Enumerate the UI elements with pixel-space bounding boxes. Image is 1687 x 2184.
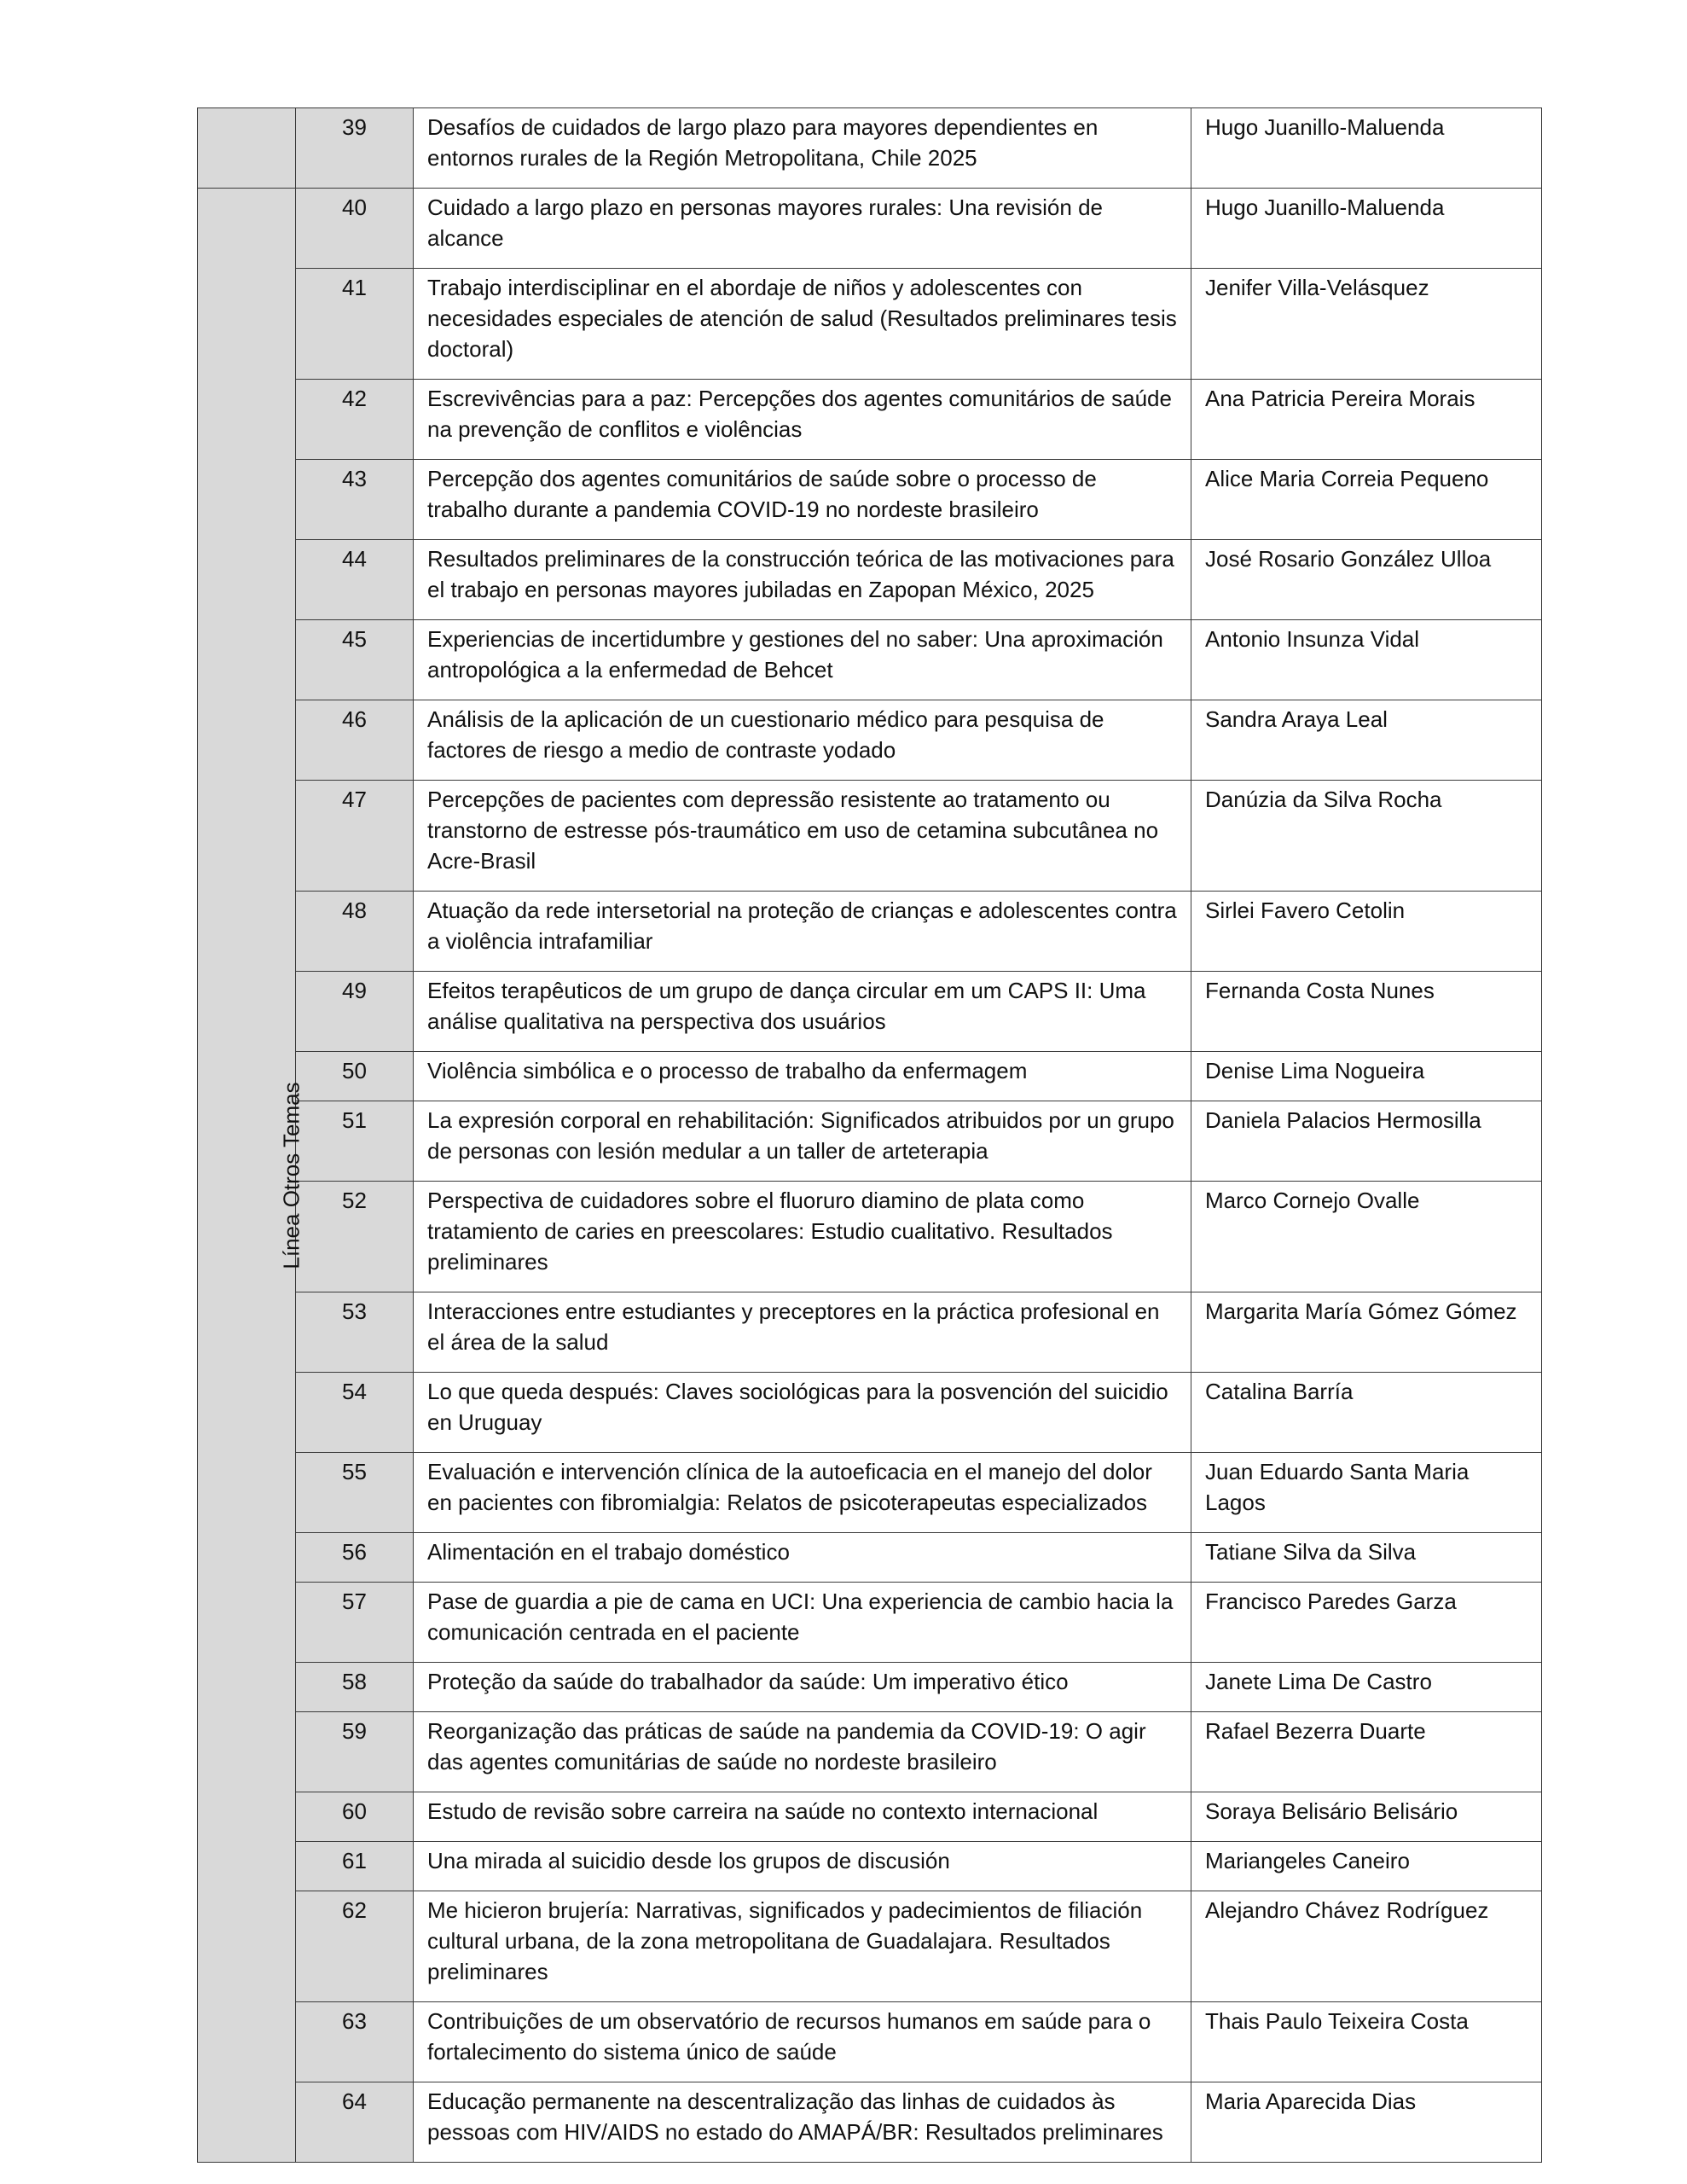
presentation-title: Reorganização das práticas de saúde na pandemia da COVID-19: O agir das agentes comunitárias de saúde no nordeste brasileiro <box>414 1712 1191 1792</box>
table-body <box>198 108 1542 2163</box>
table-row <box>198 972 1542 1052</box>
table-row <box>198 1583 1542 1663</box>
presentation-title: Alimentación en el trabajo doméstico <box>414 1533 1191 1583</box>
presentation-title: La expresión corporal en rehabilitación: Significados atribuidos por un grupo de personas con lesión medular a un taller de arteterapia <box>414 1101 1191 1182</box>
table-row <box>198 1842 1542 1891</box>
table-row <box>198 269 1542 380</box>
presentation-author: Ana Patricia Pereira Morais <box>1191 380 1542 460</box>
table-row <box>198 1292 1542 1373</box>
presentation-author: Antonio Insunza Vidal <box>1191 620 1542 700</box>
presentation-number: 51 <box>296 1101 414 1182</box>
presentation-number: 52 <box>296 1182 414 1292</box>
presentation-author: José Rosario González Ulloa <box>1191 540 1542 620</box>
presentation-number: 57 <box>296 1583 414 1663</box>
presentation-author: Janete Lima De Castro <box>1191 1663 1542 1712</box>
presentation-title: Trabajo interdisciplinar en el abordaje de niños y adolescentes con necesidades especiales de atención de salud (Resultados preliminares tesis doctoral) <box>414 269 1191 380</box>
presentation-author: Maria Aparecida Dias <box>1191 2082 1542 2163</box>
presentation-author: Fernanda Costa Nunes <box>1191 972 1542 1052</box>
presentation-number: 53 <box>296 1292 414 1373</box>
presentation-number: 47 <box>296 781 414 892</box>
presentation-number: 56 <box>296 1533 414 1583</box>
presentation-number: 48 <box>296 892 414 972</box>
presentation-title: Cuidado a largo plazo en personas mayores rurales: Una revisión de alcance <box>414 189 1191 269</box>
presentation-author: Hugo Juanillo-Maluenda <box>1191 189 1542 269</box>
presentation-number: 62 <box>296 1891 414 2002</box>
presentation-title: Me hicieron brujería: Narrativas, significados y padecimientos de filiación cultural urbana, de la zona metropolitana de Guadalajara. Resultados preliminares <box>414 1891 1191 2002</box>
presentation-author: Thais Paulo Teixeira Costa <box>1191 2002 1542 2082</box>
presentation-number: 42 <box>296 380 414 460</box>
presentation-number: 61 <box>296 1842 414 1891</box>
table-row <box>198 1101 1542 1182</box>
presentation-title: Percepção dos agentes comunitários de saúde sobre o processo de trabalho durante a pandemia COVID-19 no nordeste brasileiro <box>414 460 1191 540</box>
presentation-author: Sirlei Favero Cetolin <box>1191 892 1542 972</box>
section-label: Línea Otros Temas <box>278 1081 304 1269</box>
presentation-number: 50 <box>296 1052 414 1101</box>
presentation-title: Experiencias de incertidumbre y gestiones del no saber: Una aproximación antropológica a la enfermedad de Behcet <box>414 620 1191 700</box>
presentation-title: Resultados preliminares de la construcción teórica de las motivaciones para el trabajo en personas mayores jubiladas en Zapopan México, 2025 <box>414 540 1191 620</box>
presentation-number: 40 <box>296 189 414 269</box>
presentation-title: Atuação da rede intersetorial na proteção de crianças e adolescentes contra a violência intrafamiliar <box>414 892 1191 972</box>
presentation-number: 46 <box>296 700 414 781</box>
table-row <box>198 781 1542 892</box>
presentation-author: Alejandro Chávez Rodríguez <box>1191 1891 1542 2002</box>
table-row <box>198 1891 1542 2002</box>
table-row <box>198 189 1542 269</box>
presentation-author: Soraya Belisário Belisário <box>1191 1792 1542 1842</box>
table-row <box>198 2002 1542 2082</box>
presentation-author: Catalina Barría <box>1191 1373 1542 1453</box>
table-row <box>198 700 1542 781</box>
presentation-title: Evaluación e intervención clínica de la autoeficacia en el manejo del dolor en pacientes con fibromialgia: Relatos de psicoterapeutas especializados <box>414 1453 1191 1533</box>
presentation-title: Proteção da saúde do trabalhador da saúde: Um imperativo ético <box>414 1663 1191 1712</box>
table-row <box>198 1663 1542 1712</box>
table-row <box>198 1533 1542 1583</box>
presentation-number: 54 <box>296 1373 414 1453</box>
presentation-title: Violência simbólica e o processo de trabalho da enfermagem <box>414 1052 1191 1101</box>
presentation-author: Tatiane Silva da Silva <box>1191 1533 1542 1583</box>
presentation-author: Danúzia da Silva Rocha <box>1191 781 1542 892</box>
presentation-author: Mariangeles Caneiro <box>1191 1842 1542 1891</box>
presentation-title: Lo que queda después: Claves sociológicas para la posvención del suicidio en Uruguay <box>414 1373 1191 1453</box>
presentation-title: Percepções de pacientes com depressão resistente ao tratamento ou transtorno de estresse pós-traumático em uso de cetamina subcutânea no Acre-Brasil <box>414 781 1191 892</box>
presentations-table <box>197 107 1542 2163</box>
table-row <box>198 460 1542 540</box>
presentation-title: Estudo de revisão sobre carreira na saúde no contexto internacional <box>414 1792 1191 1842</box>
table-row <box>198 1182 1542 1292</box>
presentation-number: 59 <box>296 1712 414 1792</box>
presentation-title: Análisis de la aplicación de un cuestionario médico para pesquisa de factores de riesgo a medio de contraste yodado <box>414 700 1191 781</box>
presentation-number: 39 <box>296 108 414 189</box>
presentation-title: Desafíos de cuidados de largo plazo para mayores dependientes en entornos rurales de la Región Metropolitana, Chile 2025 <box>414 108 1191 189</box>
presentation-author: Rafael Bezerra Duarte <box>1191 1712 1542 1792</box>
presentation-number: 63 <box>296 2002 414 2082</box>
table-row <box>198 540 1542 620</box>
presentation-title: Educação permanente na descentralização das linhas de cuidados às pessoas com HIV/AIDS no estado do AMAPÁ/BR: Resultados preliminares <box>414 2082 1191 2163</box>
presentation-number: 43 <box>296 460 414 540</box>
program-document <box>197 107 1541 2163</box>
table-row <box>198 1712 1542 1792</box>
presentation-author: Juan Eduardo Santa Maria Lagos <box>1191 1453 1542 1533</box>
presentation-number: 41 <box>296 269 414 380</box>
table-row <box>198 620 1542 700</box>
table-row <box>198 108 1542 189</box>
presentation-author: Hugo Juanillo-Maluenda <box>1191 108 1542 189</box>
presentation-title: Una mirada al suicidio desde los grupos de discusión <box>414 1842 1191 1891</box>
presentation-number: 64 <box>296 2082 414 2163</box>
previous-section-cell <box>198 108 296 189</box>
presentation-number: 60 <box>296 1792 414 1842</box>
presentation-title: Perspectiva de cuidadores sobre el fluoruro diamino de plata como tratamiento de caries en preescolares: Estudio cualitativo. Resultados preliminares <box>414 1182 1191 1292</box>
table-row <box>198 380 1542 460</box>
presentation-title: Contribuições de um observatório de recursos humanos em saúde para o fortalecimento do sistema único de saúde <box>414 2002 1191 2082</box>
section-label-cell <box>198 189 304 2163</box>
table-row <box>198 1453 1542 1533</box>
presentation-author: Jenifer Villa-Velásquez <box>1191 269 1542 380</box>
table-row <box>198 1373 1542 1453</box>
table-row <box>198 892 1542 972</box>
presentation-author: Francisco Paredes Garza <box>1191 1583 1542 1663</box>
presentation-number: 55 <box>296 1453 414 1533</box>
presentation-title: Interacciones entre estudiantes y preceptores en la práctica profesional en el área de la salud <box>414 1292 1191 1373</box>
presentation-author: Margarita María Gómez Gómez <box>1191 1292 1542 1373</box>
presentation-title: Escrevivências para a paz: Percepções dos agentes comunitários de saúde na prevenção de conflitos e violências <box>414 380 1191 460</box>
presentation-title: Efeitos terapêuticos de um grupo de dança circular em um CAPS II: Uma análise qualitativa na perspectiva dos usuários <box>414 972 1191 1052</box>
presentation-author: Daniela Palacios Hermosilla <box>1191 1101 1542 1182</box>
table-row <box>198 1792 1542 1842</box>
presentation-author: Denise Lima Nogueira <box>1191 1052 1542 1101</box>
presentation-title: Pase de guardia a pie de cama en UCI: Una experiencia de cambio hacia la comunicación centrada en el paciente <box>414 1583 1191 1663</box>
table-row <box>198 2082 1542 2163</box>
presentation-number: 58 <box>296 1663 414 1712</box>
presentation-number: 49 <box>296 972 414 1052</box>
presentation-author: Marco Cornejo Ovalle <box>1191 1182 1542 1292</box>
presentation-number: 45 <box>296 620 414 700</box>
presentation-number: 44 <box>296 540 414 620</box>
table-row <box>198 1052 1542 1101</box>
presentation-author: Alice Maria Correia Pequeno <box>1191 460 1542 540</box>
presentation-author: Sandra Araya Leal <box>1191 700 1542 781</box>
